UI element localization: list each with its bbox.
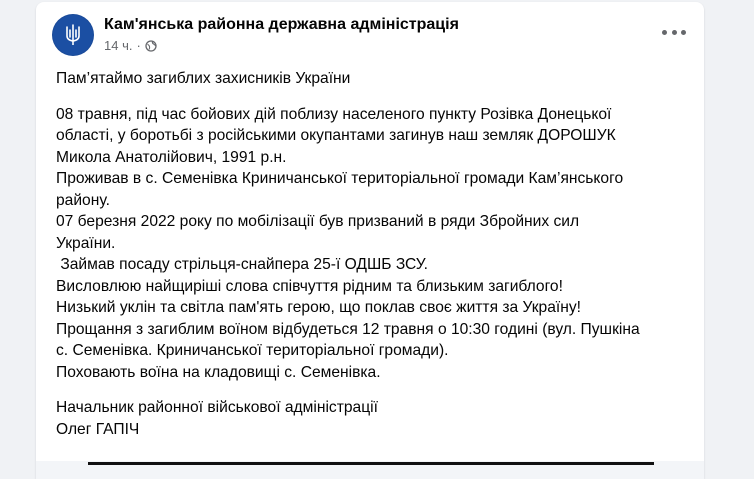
text-line: Прощання з загиблим воїном відбудеться 12 травня о 10:30 годині (вул. Пушкіна [56,320,640,338]
avatar[interactable] [52,14,94,56]
separator-dot: · [136,37,141,53]
post-text [56,68,696,454]
text-line: Висловлюю найщиріші слова співчуття рідним та близьким загиблого! [56,277,563,295]
signature-paragraph [56,397,696,440]
more-dot-icon [672,30,677,35]
text-line: України. [56,234,116,252]
post-header [52,14,459,56]
text-line: с. Семенівка. Криничанської територіальної громади). [56,342,449,359]
text-line: Поховають воїна на кладовищі с. Семенівка. [56,363,381,381]
text-line: Займав посаду стрільця-снайпера 25-ї ОДШБ ЗСУ. [56,256,428,273]
more-options-button[interactable] [662,26,686,38]
post-title-line: Пам’ятаймо загиблих захисників України [56,70,351,87]
post-title-paragraph [56,68,696,90]
post-subtitle [104,38,459,54]
text-line: Микола Анатолійович, 1991 р.н. [56,148,287,166]
signature-line: Начальник районної військової адміністрації [56,399,378,416]
post-card [36,2,704,479]
text-line: області, у боротьбі з російськими окупантами загинув наш земляк ДОРОШУК [56,127,616,144]
post-time[interactable]: 14 ч. [104,37,133,53]
page-name[interactable]: Кам'янська районна державна адміністрація [104,15,459,33]
post-meta [104,17,459,54]
trident-icon [63,24,83,46]
more-dot-icon [662,30,667,35]
text-line: Низький уклін та світла пам'ять герою, що поклав своє життя за Україну! [56,299,581,316]
globe-icon[interactable] [145,40,157,52]
text-line: Проживав в с. Семенівка Криничанської територіальної громади Кам’янського [56,170,624,187]
signature-line: Олег ГАПІЧ [56,420,140,438]
media-top-edge [88,462,654,465]
text-line: району. [56,191,110,209]
more-dot-icon [681,30,686,35]
post-main-paragraph [56,104,696,384]
text-line: 08 травня, під час бойових дій поблизу населеного пункту Розівка Донецької [56,105,612,123]
text-line: 07 березня 2022 року по мобілізації був призваний в ряди Збройних сил [56,213,580,230]
